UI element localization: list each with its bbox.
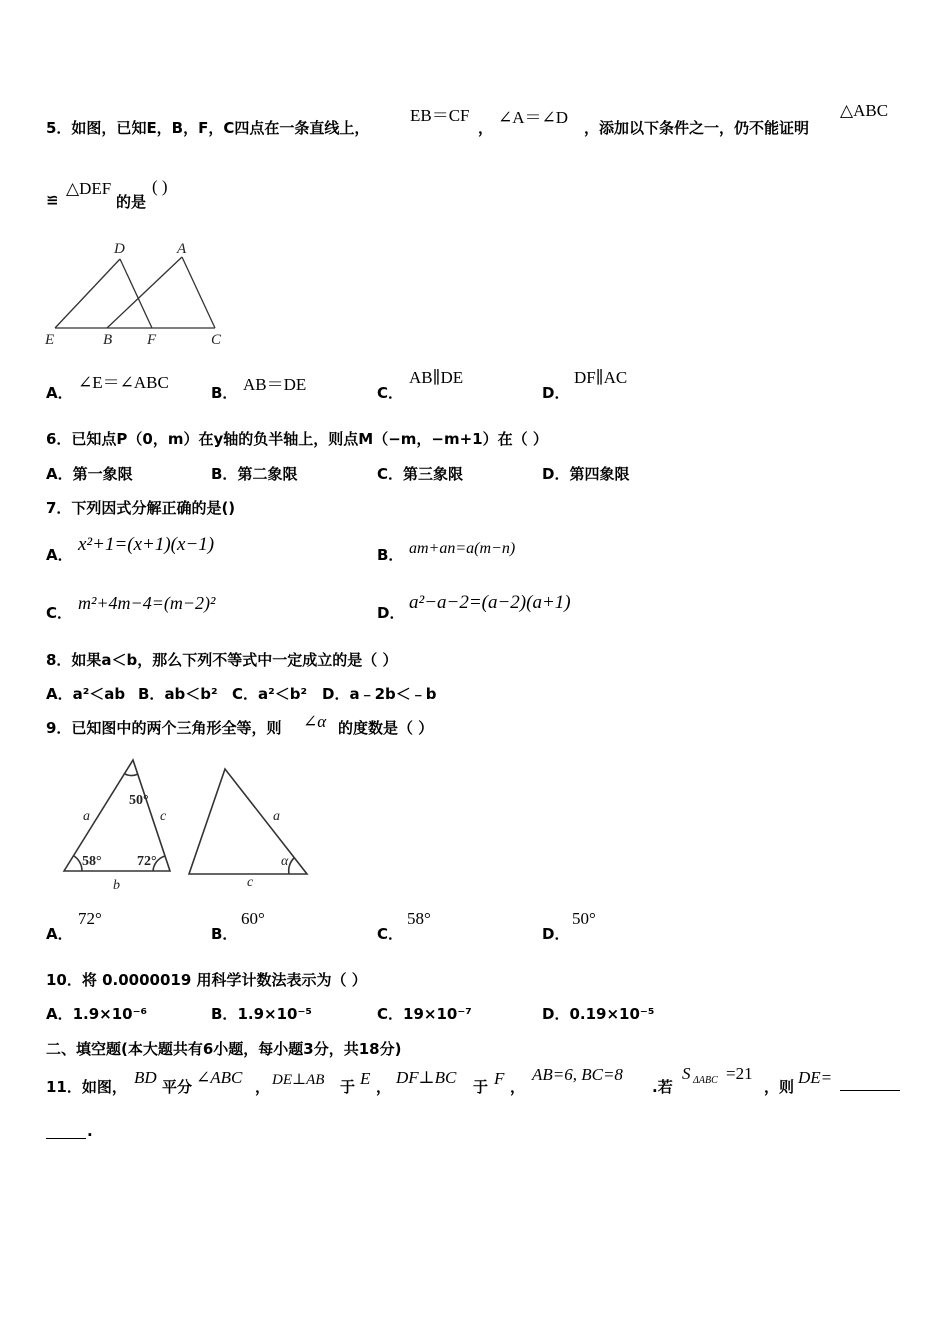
q6-options <box>46 463 746 485</box>
option-text: DF∥AC <box>574 368 628 387</box>
q6-option-c[interactable] <box>377 463 463 484</box>
q11-m-angle: ∠ABC <box>196 1068 243 1087</box>
option-text: 50° <box>572 909 596 928</box>
q10-option-d[interactable] <box>542 1003 654 1024</box>
q11-p1: 11．如图， <box>46 1078 127 1096</box>
option-label: D． <box>322 685 350 703</box>
option-label: B． <box>138 685 165 703</box>
option-text: AB＝DE <box>243 375 307 394</box>
q11-p7: ， <box>510 1078 526 1096</box>
option-text: 第一象限 <box>72 465 133 483</box>
q8-option-a[interactable] <box>46 683 125 704</box>
q5-math-abc: △ABC <box>840 101 889 120</box>
q10-option-a[interactable] <box>46 1003 147 1024</box>
q11-line2 <box>46 1118 146 1142</box>
q9-line <box>46 712 546 742</box>
q5-line-ac <box>182 257 215 328</box>
q9-angle-72: 72° <box>137 854 157 869</box>
q11-m-de: DE= <box>798 1068 833 1087</box>
option-label: B． <box>211 925 238 943</box>
q6-stem: 6．已知点P（0，m）在y轴的负半轴上，则点M（−m，−m+1）在（ ） <box>46 430 548 448</box>
option-text: 0.19×10⁻⁵ <box>569 1005 655 1023</box>
q11-m-ab-bc: AB=6, BC=8 <box>532 1065 623 1084</box>
option-label: A． <box>46 1005 73 1023</box>
q9-side-b-1: b <box>113 878 120 893</box>
q5-stem-b: ，添加以下条件之一，仍不能证明 <box>584 119 810 137</box>
option-label: D． <box>542 465 570 483</box>
q8-option-c[interactable] <box>232 683 307 704</box>
option-text: 1.9×10⁻⁶ <box>72 1005 148 1023</box>
q9-stem-b: 的度数是（ ） <box>338 719 434 737</box>
q8-option-b[interactable] <box>138 683 218 704</box>
q11-p9: ，则 <box>764 1078 795 1096</box>
option-label: C． <box>377 925 404 943</box>
q5-stem-a: 5．如图，已知E，B，F，C四点在一条直线上， <box>46 119 370 137</box>
option-label: D． <box>542 384 570 402</box>
q9-triangle-2 <box>189 769 307 874</box>
q11-p2: 平分 <box>162 1078 193 1096</box>
option-text: 72° <box>78 909 102 928</box>
q11-answer-blank-continued[interactable] <box>46 1118 86 1139</box>
q5-line-df <box>120 259 152 328</box>
q9-stem-a: 9．已知图中的两个三角形全等，则 <box>46 719 282 737</box>
q5-math-angle: ∠A＝∠D <box>498 108 569 127</box>
q8-stem: 8．如果a＜b，那么下列不等式中一定成立的是（ ） <box>46 651 398 669</box>
q10-option-c[interactable] <box>377 1003 472 1024</box>
option-label: A． <box>46 685 73 703</box>
option-label: D． <box>377 604 405 622</box>
q11-m-21: =21 <box>726 1064 753 1083</box>
q11-m-df-bc: DF⊥BC <box>396 1068 457 1087</box>
q9-angle-50: 50° <box>129 793 149 808</box>
q11-m-s: S <box>682 1064 691 1083</box>
q11-m-e: E <box>360 1069 371 1088</box>
q8-options <box>46 683 546 705</box>
option-text: ab＜b² <box>164 685 218 703</box>
q6-option-b[interactable] <box>211 463 297 484</box>
option-text: 58° <box>407 909 431 928</box>
option-text: 19×10⁻⁷ <box>403 1005 472 1023</box>
option-label: B． <box>211 384 238 402</box>
q9-arc-58 <box>74 856 82 871</box>
option-label: C． <box>377 384 404 402</box>
option-text: 1.9×10⁻⁵ <box>237 1005 312 1023</box>
q8-option-d[interactable] <box>322 683 437 704</box>
q9-arc-50 <box>125 774 138 775</box>
q11-p4: 于 <box>340 1078 356 1096</box>
q9-angle-58: 58° <box>82 854 102 869</box>
q5-line2 <box>46 175 346 215</box>
option-text: a²＜b² <box>258 685 308 703</box>
q5-label-b: B <box>103 332 113 348</box>
option-label: B． <box>211 465 238 483</box>
option-text: a²−a−2=(a−2)(a+1) <box>409 592 571 613</box>
q10-option-b[interactable] <box>211 1003 312 1024</box>
q9-side-a-1: a <box>83 809 90 824</box>
option-label: B． <box>377 546 404 564</box>
option-text: a﹣2b＜﹣b <box>349 685 437 703</box>
q11-m-s-sub: ΔABC <box>693 1075 718 1086</box>
option-text: x²+1=(x+1)(x−1) <box>78 534 215 555</box>
q5-label-d: D <box>114 241 125 257</box>
q9-side-a-2: a <box>273 809 280 824</box>
q10-stem: 10．将 0.0000019 用科学计数法表示为（ ） <box>46 971 367 989</box>
q9-alpha-label: α <box>281 854 289 869</box>
q5-label-c: C <box>211 332 222 348</box>
q9-options <box>46 905 746 945</box>
option-text: m²+4m−4=(m−2)² <box>78 593 216 613</box>
option-text: 第四象限 <box>569 465 630 483</box>
q5-label-e: E <box>45 332 55 348</box>
option-label: A． <box>46 925 73 943</box>
q11-p6: 于 <box>473 1078 489 1096</box>
q7-options <box>46 530 746 630</box>
q5-label-f: F <box>147 332 157 348</box>
q5-cong: ≌ <box>46 191 59 209</box>
option-label: A． <box>46 465 73 483</box>
q6-option-a[interactable] <box>46 463 133 484</box>
q11-p8: .若 <box>652 1078 673 1096</box>
q5-label-a: A <box>177 241 187 257</box>
section-2-title: 二、填空题(本大题共有6小题，每小题3分，共18分) <box>46 1040 402 1058</box>
q6-option-d[interactable] <box>542 463 629 484</box>
q11-p5: ， <box>376 1078 392 1096</box>
q5-options <box>46 365 746 405</box>
option-text: AB∥DE <box>409 368 464 387</box>
q9-arc-alpha <box>289 858 294 874</box>
option-label: C． <box>46 604 73 622</box>
option-text: 第三象限 <box>403 465 464 483</box>
q5-stem-c: 的是 <box>116 193 147 211</box>
q5-figure <box>40 238 240 350</box>
q9-side-c-1: c <box>160 809 167 824</box>
q5-line-ed <box>55 259 120 328</box>
q9-angle: ∠α <box>303 712 327 731</box>
option-label: C． <box>232 685 259 703</box>
option-text: 60° <box>241 909 265 928</box>
q5-math-def: △DEF <box>66 179 112 198</box>
option-text: a²＜ab <box>72 685 126 703</box>
q11-m-de-ab: DE⊥AB <box>272 1072 325 1088</box>
q5-comma: ， <box>478 119 494 137</box>
option-label: D． <box>542 1005 570 1023</box>
option-label: A． <box>46 546 73 564</box>
option-label: C． <box>377 1005 404 1023</box>
q5-math-eb-cf: EB＝CF <box>410 106 470 125</box>
q7-stem: 7．下列因式分解正确的是() <box>46 499 236 517</box>
q10-options <box>46 1003 746 1025</box>
q11-answer-blank[interactable] <box>840 1068 900 1091</box>
q11-m-bd: BD <box>134 1068 157 1087</box>
option-text: am+an=a(m−n) <box>409 540 516 557</box>
q11-p3: ， <box>255 1078 271 1096</box>
option-text: ∠E＝∠ABC <box>78 373 169 392</box>
option-label: A． <box>46 384 73 402</box>
q11-m-f: F <box>494 1069 505 1088</box>
option-label: C． <box>377 465 404 483</box>
q9-figure <box>55 752 325 897</box>
q5-line1 <box>46 100 906 140</box>
q5-line-ba <box>107 257 182 328</box>
q5-paren: ( ) <box>152 177 168 196</box>
q11-line1 <box>46 1060 906 1100</box>
option-label: B． <box>211 1005 238 1023</box>
option-label: D． <box>542 925 570 943</box>
q11-period: . <box>87 1122 93 1140</box>
q9-side-c-2: c <box>247 875 254 890</box>
option-text: 第二象限 <box>237 465 298 483</box>
